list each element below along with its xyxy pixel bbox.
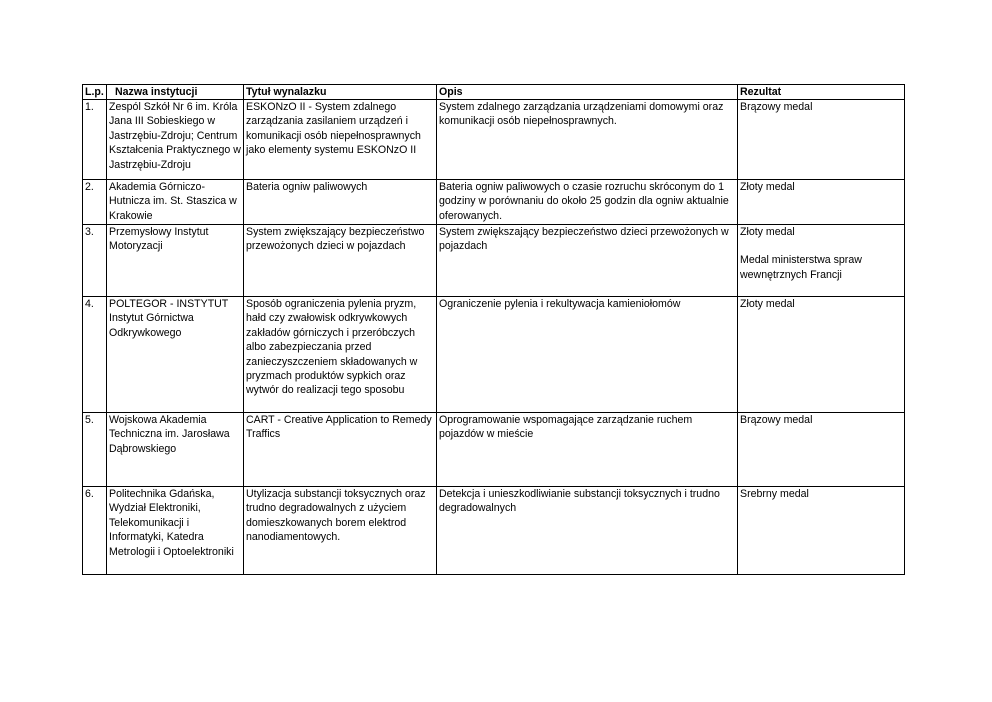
cell-title: CART - Creative Application to Remedy Traffics <box>244 413 437 487</box>
result-text: Brązowy medal <box>740 414 813 426</box>
cell-title: System zwiększający bezpieczeństwo przewożonych dzieci w pojazdach <box>244 225 437 297</box>
table-header <box>83 85 905 100</box>
table-body <box>83 100 905 575</box>
cell-institution: Wojskowa Akademia Techniczna im. Jarosława Dąbrowskiego <box>107 413 244 487</box>
cell-title: Utylizacja substancji toksycznych oraz trudno degradowalnych z użyciem domieszkowanych borem elektrod nanodiamentowych. <box>244 487 437 575</box>
awards-table <box>82 84 905 575</box>
result-text: Złoty medal <box>740 181 795 193</box>
cell-lp: 4. <box>83 297 107 413</box>
result-text: Srebrny medal <box>740 488 809 500</box>
table-row <box>83 297 905 413</box>
cell-description: Bateria ogniw paliwowych o czasie rozruchu skróconym do 1 godziny w porównaniu do około 25 godzin dla ogniw aktualnie oferowanych. <box>437 180 738 225</box>
cell-lp: 6. <box>83 487 107 575</box>
cell-lp: 2. <box>83 180 107 225</box>
cell-result <box>738 225 905 297</box>
cell-description: Ograniczenie pylenia i rekultywacja kamieniołomów <box>437 297 738 413</box>
result-text: Złoty medal <box>740 298 795 310</box>
header-lp: L.p. <box>83 85 107 100</box>
result-text: Brązowy medal <box>740 101 813 113</box>
cell-lp: 1. <box>83 100 107 180</box>
cell-institution: Akademia Górniczo-Hutnicza im. St. Staszica w Krakowie <box>107 180 244 225</box>
cell-institution: Politechnika Gdańska, Wydział Elektroniki, Telekomunikacji i Informatyki, Katedra Metrologii i Optoelektroniki <box>107 487 244 575</box>
cell-lp: 5. <box>83 413 107 487</box>
header-institution: Nazwa instytucji <box>107 85 244 100</box>
cell-institution: POLTEGOR - INSTYTUT Instytut Górnictwa Odkrywkowego <box>107 297 244 413</box>
table-row <box>83 413 905 487</box>
cell-description: Oprogramowanie wspomagające zarządzanie ruchem pojazdów w mieście <box>437 413 738 487</box>
cell-title: ESKONzO II - System zdalnego zarządzania zasilaniem urządzeń i komunikacji osób niepełnosprawnych jako elementy systemu ESKONzO II <box>244 100 437 180</box>
cell-institution: Zespól Szkół Nr 6 im. Króla Jana III Sobieskiego w Jastrzębiu-Zdroju; Centrum Kształcenia Praktycznego w Jastrzębiu-Zdroju <box>107 100 244 180</box>
table-row <box>83 487 905 575</box>
cell-result <box>738 413 905 487</box>
cell-description: System zwiększający bezpieczeństwo dzieci przewożonych w pojazdach <box>437 225 738 297</box>
cell-description: System zdalnego zarządzania urządzeniami domowymi oraz komunikacji osób niepełnosprawnych. <box>437 100 738 180</box>
cell-result <box>738 487 905 575</box>
table-row <box>83 225 905 297</box>
cell-result <box>738 100 905 180</box>
cell-lp: 3. <box>83 225 107 297</box>
header-description: Opis <box>437 85 738 100</box>
header-result: Rezultat <box>738 85 905 100</box>
result-extra-text: Medal ministerstwa spraw wewnętrznych Francji <box>740 254 862 281</box>
table-row <box>83 180 905 225</box>
result-text: Złoty medal <box>740 226 795 238</box>
header-title: Tytuł wynalazku <box>244 85 437 100</box>
header-row <box>83 85 905 100</box>
cell-result <box>738 297 905 413</box>
cell-title: Sposób ograniczenia pylenia pryzm, hałd czy zwałowisk odkrywkowych zakładów górniczych i przeróbczych albo zabezpieczania przed zanieczyszczeniem składowanych w pryzmach produktów sypkich oraz wytwór do realizacji tego sposobu <box>244 297 437 413</box>
cell-result <box>738 180 905 225</box>
cell-title: Bateria ogniw paliwowych <box>244 180 437 225</box>
cell-institution: Przemysłowy Instytut Motoryzacji <box>107 225 244 297</box>
cell-description: Detekcja i unieszkodliwianie substancji toksycznych i trudno degradowalnych <box>437 487 738 575</box>
table-row <box>83 100 905 180</box>
